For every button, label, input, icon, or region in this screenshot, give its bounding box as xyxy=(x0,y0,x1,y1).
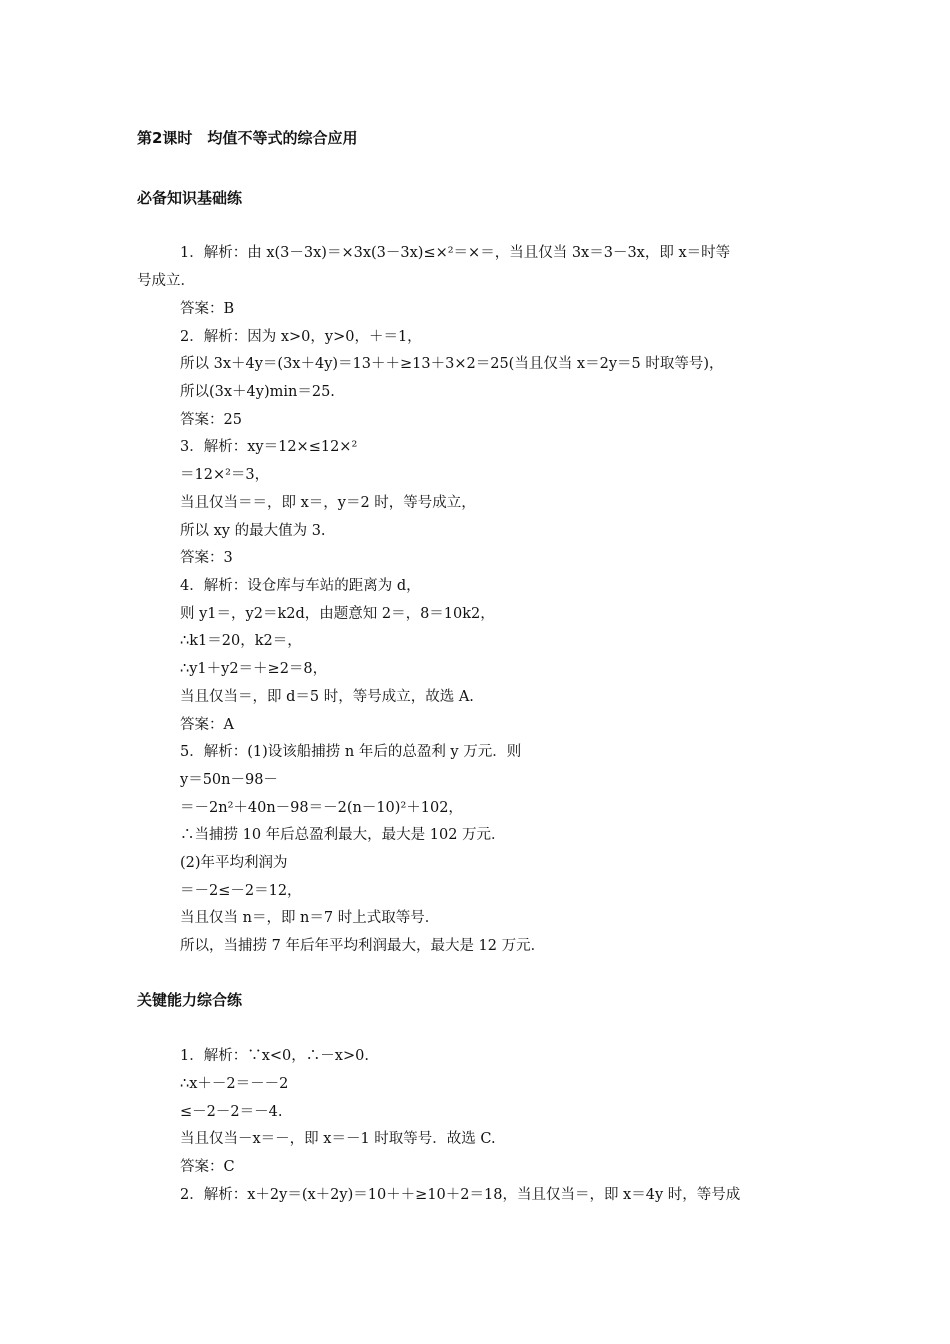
text-line: 答案：A xyxy=(180,717,234,733)
text-line: 所以(3x＋4y)min＝25. xyxy=(180,384,335,400)
text-line: 4．解析：设仓库与车站的距离为 d， xyxy=(180,578,421,594)
text-line: 答案：3 xyxy=(180,550,233,566)
section-heading-basic: 必备知识基础练 xyxy=(137,189,243,207)
page-title: 第2课时 均值不等式的综合应用 xyxy=(137,129,358,147)
text-line: ＝－2n²＋40n－98＝－2(n－10)²＋102， xyxy=(180,800,463,816)
text-line: 则 y1＝，y2＝k2d，由题意知 2＝，8＝10k2， xyxy=(180,606,495,622)
text-line: 当且仅当＝，即 d＝5 时，等号成立，故选 A. xyxy=(180,689,474,705)
text-line: 2．解析：x＋2y＝(x＋2y)＝10＋＋≥10＋2＝18，当且仅当＝，即 x＝4y 时，等号成 xyxy=(180,1187,741,1203)
text-line: (2)年平均利润为 xyxy=(180,855,288,871)
text-line: ＝12×²＝3， xyxy=(180,467,270,483)
text-line: ≤－2－2＝－4. xyxy=(180,1104,283,1120)
text-line: 所以 xy 的最大值为 3. xyxy=(180,523,326,539)
text-line: 答案：25 xyxy=(180,412,242,428)
text-line: 当且仅当＝＝，即 x＝，y＝2 时，等号成立， xyxy=(180,495,476,511)
text-line: 答案：C xyxy=(180,1159,235,1175)
text-line: ∴x＋－2＝－－2 xyxy=(180,1076,289,1092)
text-line: 1．解析：∵x<0，∴－x>0. xyxy=(180,1048,369,1064)
text-line: 2．解析：因为 x>0，y>0，＋＝1， xyxy=(180,329,422,345)
text-line: ∴当捕捞 10 年后总盈利最大，最大是 102 万元． xyxy=(180,827,506,843)
text-line: 1．解析：由 x(3－3x)＝×3x(3－3x)≤×²＝×＝，当且仅当 3x＝3－3x，即 x＝时等 xyxy=(180,245,731,261)
text-line: 号成立． xyxy=(137,273,195,289)
text-line: 3．解析：xy＝12×≤12×² xyxy=(180,439,358,455)
text-line: 当且仅当－x＝－，即 x＝－1 时取等号．故选 C. xyxy=(180,1131,496,1147)
section-heading-ability: 关键能力综合练 xyxy=(137,991,243,1009)
text-line: ∴k1＝20，k2＝， xyxy=(180,633,302,649)
text-line: 所以，当捕捞 7 年后年平均利润最大，最大是 12 万元． xyxy=(180,938,546,954)
text-line: ＝－2≤－2＝12， xyxy=(180,883,302,899)
text-line: y＝50n－98－ xyxy=(180,772,278,788)
text-line: ∴y1＋y2＝＋≥2＝8， xyxy=(180,661,328,677)
text-line: 所以 3x＋4y＝(3x＋4y)＝13＋＋≥13＋3×2＝25(当且仅当 x＝2y＝5 时取等号)， xyxy=(180,356,724,372)
text-line: 答案：B xyxy=(180,301,235,317)
text-line: 当且仅当 n＝，即 n＝7 时上式取等号． xyxy=(180,910,440,926)
text-line: 5．解析：(1)设该船捕捞 n 年后的总盈利 y 万元．则 xyxy=(180,744,522,760)
